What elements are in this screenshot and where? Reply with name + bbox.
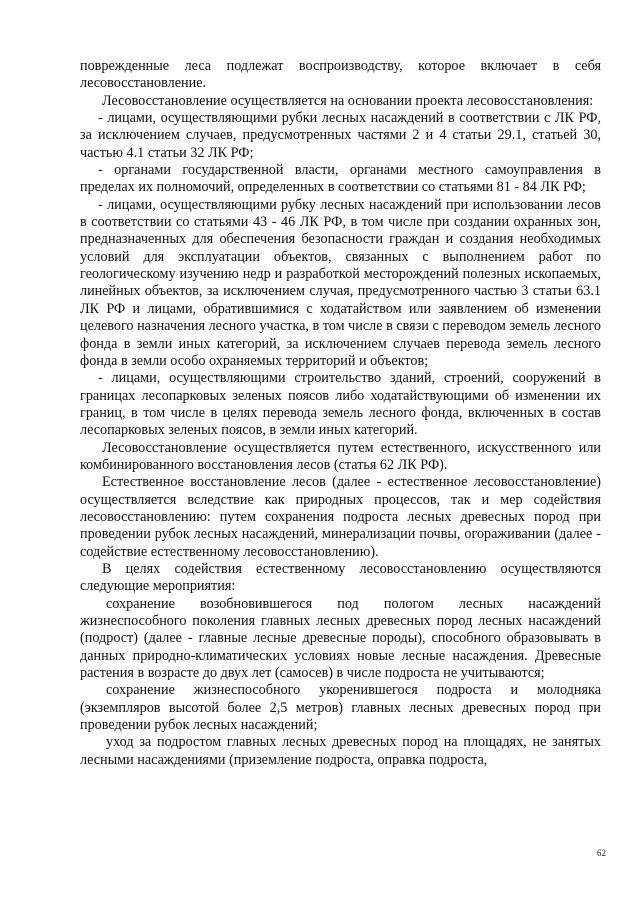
paragraph-undergrowth-care: уход за подростом главных лесных древесных пород на площадях, не занятых лесными насаждениями (приземление подроста, оправка подроста, bbox=[80, 734, 601, 768]
list-item-logging-persons: - лицами, осуществляющими рубки лесных насаждений в соответствии с ЛК РФ, за исключением случаев, предусмотренных частями 2 и 4 статьи 29.1, статьей 30, частью 4.1 статьи 32 ЛК РФ; bbox=[80, 110, 601, 161]
list-item-forest-use-persons: - лицами, осуществляющими рубку лесных насаждений при использовании лесов в соответствии со статьями 43 - 46 ЛК РФ, в том числе при создании охранных зон, предназначенных для обеспечения безопасности граждан и создания необходимых условий для эксплуатации объектов, связанных с выполнением работ по геологическому изучению недр и разработкой месторождений полезных ископаемых, линейных объектов, за исключением случая, предусмотренного частью 3 статьи 63.1 ЛК РФ и лицами, обратившимися с ходатайством или заявлением об изменении целевого назначения лесного участка, в том числе в связи с переводом земель лесного фонда в земли иных категорий, за исключением случаев перевода земель лесного фонда в земли особо охраняемых территорий и объектов; bbox=[80, 196, 601, 369]
paragraph-reforestation-basis: Лесовосстановление осуществляется на основании проекта лесовосстановления: bbox=[102, 92, 594, 109]
body-text bbox=[80, 58, 601, 769]
paragraph-intro: поврежденные леса подлежат воспроизводству, которое включает в себя лесовосстановление. bbox=[80, 58, 601, 92]
paragraph-reforestation-methods: Лесовосстановление осуществляется путем естественного, искусственного или комбинированного восстановления лесов (статья 62 ЛК РФ). bbox=[80, 439, 601, 473]
paragraph-natural-reforestation: Естественное восстановление лесов (далее - естественное лесовосстановление) осуществляется вследствие как природных процессов, так и мер содействия лесовосстановлению: путем сохранения подроста лесных древесных пород при проведении рубок лесных насаждений, минерализации почвы, огораживании (далее - содействие естественному лесовосстановлению). bbox=[80, 474, 601, 560]
paragraph-undergrowth-preservation: сохранение возобновившегося под пологом лесных насаждений жизнеспособного поколения главных лесных древесных пород лесных насаждений (подрост) (далее - главные лесные древесные породы), способного образовывать в данных природно-климатических условиях новые лесные насаждения. Древесные растения в возрасте до двух лет (самосев) в числе подроста не учитываются; bbox=[80, 595, 601, 682]
list-item-government-bodies: - органами государственной власти, органами местного самоуправления в пределах их полномочий, определенных в соответствии со статьями 81 - 84 ЛК РФ; bbox=[80, 162, 601, 196]
paragraph-assistance-measures: В целях содействия естественному лесовосстановлению осуществляются следующие мероприятия: bbox=[80, 560, 601, 595]
page-number: 62 bbox=[597, 848, 606, 858]
list-item-construction-persons: - лицами, осуществляющими строительство зданий, строений, сооружений в границах лесопарковых зеленых поясов либо ходатайствующими об изменении их границ, в том числе в целях перевода земель лесного фонда, включенных в состав лесопарковых зеленых поясов, в земли иных категорий. bbox=[80, 370, 601, 439]
paragraph-young-growth-preservation: сохранение жизнеспособного укоренившегося подроста и молодняка (экземпляров высотой более 2,5 метров) главных лесных древесных пород при проведении рубок лесных насаждений; bbox=[80, 682, 601, 734]
